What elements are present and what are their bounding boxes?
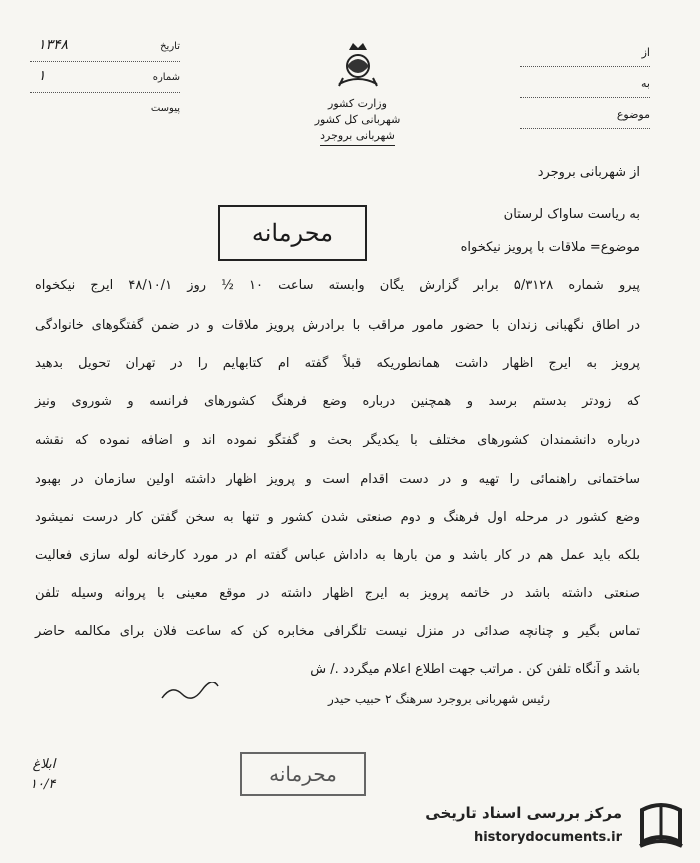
watermark-url: historydocuments.ir: [473, 830, 622, 845]
general-police-name: شهربانی کل کشور: [314, 113, 401, 126]
body-line: ساختمانی راهنمائی را تهیه و در دست اقدام است و پرویز اظهار داشته اولین سازمان در بهبود: [35, 472, 640, 487]
body-line: صنعتی داشته باشد در خاتمه پرویز به ایرج اظهار داشته در موقع معینی با پروانه وسیله تلفن: [35, 586, 640, 601]
body-line: که زودتر بدستم برسد و همچنین درباره وضع فرهنگ کشورهای فرانسه و شوروی ونیز: [35, 394, 640, 409]
to-line: به ریاست ساواک لرستان: [503, 207, 640, 222]
margin-note-line: ۱۰/۴: [30, 777, 56, 792]
archive-logo-icon: [634, 802, 688, 854]
subject-row: [520, 102, 650, 129]
subject-label: موضوع: [616, 108, 650, 121]
from-line: از شهربانی بروجرد: [537, 165, 640, 180]
header-right-form: [520, 40, 650, 133]
lion-and-sun-emblem-icon: [335, 40, 381, 90]
date-row: [30, 35, 180, 62]
signature-line: رئیس شهربانی بروجرد سرهنگ ۲ حبیب حیدر: [327, 692, 550, 706]
local-police-name: شهربانی بروجرد: [320, 128, 395, 146]
organization-block: [270, 96, 445, 146]
body-line: پرویز به ایرج اظهار داشت همانطوریکه قبلاً گفته ام کتابهایم را در تهران تحویل بدهید: [35, 356, 640, 371]
margin-note-line: ابلاغ: [32, 757, 56, 772]
from-row: [520, 40, 650, 67]
date-value: ۱۳۴۸: [38, 37, 69, 53]
number-value: ۱: [38, 68, 46, 84]
body-line: در اطاق نگهبانی زندان با حضور مامور مراقب با برادرش پرویز ملاقات و در ضمن گفتگوهای خانوادگی: [35, 318, 640, 333]
header-left-form: [30, 35, 180, 127]
archive-watermark: [412, 800, 692, 856]
to-label: به: [641, 77, 650, 90]
margin-note: [30, 755, 55, 795]
body-line: تماس بگیر و چنانچه صدائی در منزل نیست تلگرافی مخابره کن که ساعت فلان برای مکالمه حاضر: [35, 624, 640, 639]
from-label: از: [641, 46, 650, 59]
to-row: [520, 71, 650, 98]
confidential-stamp-bottom: محرمانه: [240, 752, 366, 796]
number-label: شماره: [152, 72, 180, 83]
subject-line: موضوع= ملاقات با پرویز نیکخواه: [460, 240, 640, 255]
number-row: [30, 66, 180, 93]
ministry-name: وزارت کشور: [328, 97, 387, 110]
attachment-label: پیوست: [150, 103, 180, 114]
body-line: باشد و آنگاه تلفن کن . مراتب جهت اطلاع اعلام میگردد ./ ش: [310, 662, 640, 677]
signature-scribble-icon: [160, 682, 220, 702]
confidential-stamp-top: محرمانه: [218, 205, 367, 261]
body-line: پیرو شماره ۵/۳۱۲۸ برابر گزارش یگان وابسته ساعت ۱۰ ½ روز ۴۸/۱۰/۱ ایرج نیکخواه: [35, 278, 640, 293]
attachment-row: [30, 97, 180, 123]
watermark-title: مرکز بررسی اسناد تاریخی: [425, 804, 622, 822]
body-line: درباره دانشمندان کشورهای مختلف با یکدیگر بحث و گفتگو نموده اند و اضافه نموده که نقشه: [35, 433, 640, 448]
body-line: وضع کشور در مرحله اول فرهنگ و دوم صنعتی شدن کشور و تنها به سخن گفتن کار درست نمیشود: [35, 510, 640, 525]
body-line: بلکه باید عمل هم در کار باشد و من بارها به داداش عباس گفته ام در مورد کارخانه لوله سازی فعالیت: [35, 548, 640, 563]
date-label: تاریخ: [160, 41, 180, 52]
